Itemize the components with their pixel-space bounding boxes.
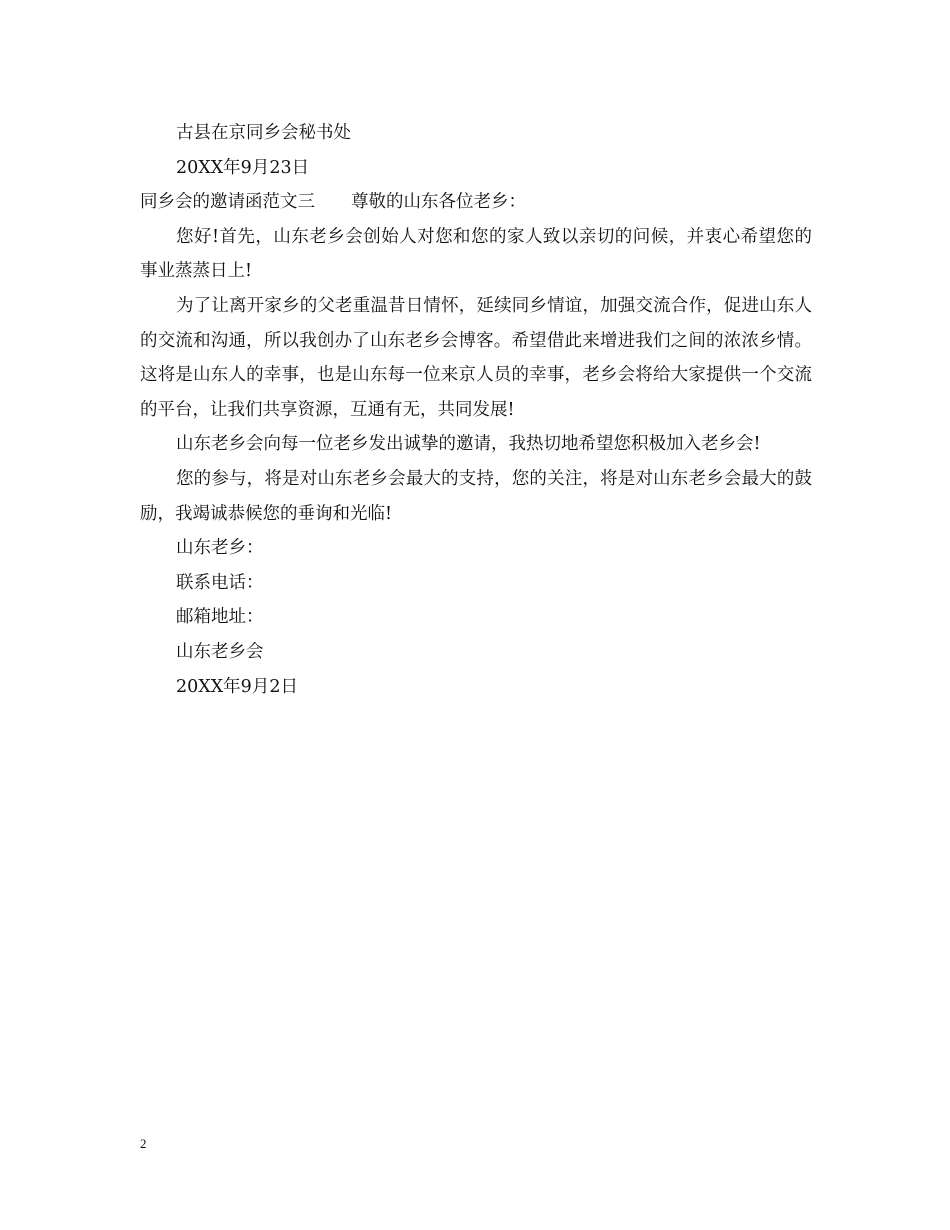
document-body <box>140 116 812 704</box>
section-title: 同乡会的邀请函范文三 <box>140 192 315 213</box>
paragraph-greeting: 您好!首先，山东老乡会创始人对您和您的家人致以亲切的问候，并衷心希望您的事业蒸蒸日上! <box>140 226 812 282</box>
paragraph-purpose: 为了让离开家乡的父老重温昔日情怀，延续同乡情谊，加强交流合作，促进山东人的交流和沟通，所以我创办了山东老乡会博客。希望借此来增进我们之间的浓浓乡情。这将是山东人的幸事，也是山东每一位来京人员的幸事，老乡会将给大家提供一个交流的平台，让我们共享资源，互通有无，共同发展! <box>140 295 812 420</box>
page-number: 2 <box>140 1136 147 1151</box>
email-label: 邮箱地址： <box>176 607 264 628</box>
closing-organization: 山东老乡会 <box>176 641 264 662</box>
salutation: 尊敬的山东各位老乡： <box>351 192 526 213</box>
paragraph-invitation: 山东老乡会向每一位老乡发出诚挚的邀请，我热切地希望您积极加入老乡会! <box>176 434 761 455</box>
phone-label: 联系电话： <box>176 572 264 593</box>
closing-date: 20XX年9月2日 <box>176 676 298 697</box>
title-line <box>140 185 812 220</box>
paragraph-support: 您的参与，将是对山东老乡会最大的支持，您的关注，将是对山东老乡会最大的鼓励，我竭诚恭候您的垂询和光临! <box>140 468 812 524</box>
sender-date: 20XX年9月23日 <box>176 157 310 178</box>
sender-organization: 古县在京同乡会秘书处 <box>176 123 351 143</box>
contact-person-label: 山东老乡： <box>176 538 264 559</box>
